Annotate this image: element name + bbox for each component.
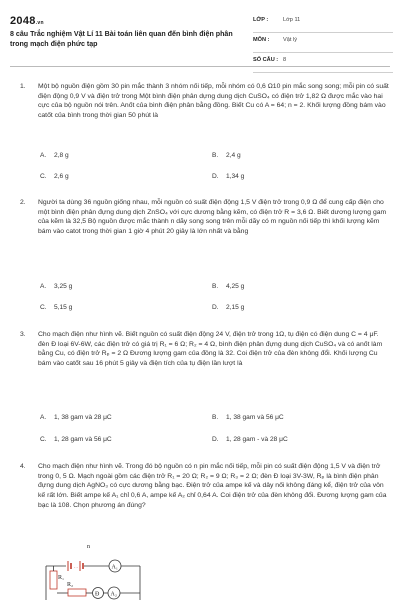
ammeter-a2-label: A₂ — [110, 591, 117, 598]
option-c[interactable] — [40, 173, 69, 182]
battery-icon — [68, 561, 83, 571]
option-value: 1, 28 gam - và 28 μC — [226, 436, 288, 443]
svg-text:- -: - - — [74, 564, 78, 569]
meta-row-subject — [253, 35, 393, 53]
meta-row-class — [253, 15, 393, 33]
option-label: B. — [212, 414, 219, 421]
page-header — [0, 0, 400, 62]
option-b[interactable] — [212, 152, 241, 161]
option-c[interactable] — [40, 304, 72, 313]
logo-suffix: .vn — [35, 20, 44, 26]
option-label: A. — [40, 152, 47, 159]
option-label: A. — [40, 414, 47, 421]
option-b[interactable] — [212, 283, 244, 292]
question-number: 4. — [20, 463, 26, 470]
lamp-label: Đ — [95, 591, 100, 598]
question-number: 1. — [20, 83, 26, 90]
meta-value: Vật lý — [283, 37, 297, 43]
circuit-diagram — [40, 541, 150, 600]
meta-value: Lớp 11 — [283, 17, 301, 23]
resistor-r1-icon — [50, 571, 57, 589]
option-value: 2,8 g — [54, 152, 69, 159]
option-label: A. — [40, 283, 47, 290]
option-label: D. — [212, 304, 219, 311]
option-label: B. — [212, 152, 219, 159]
option-value: 2,4 g — [226, 152, 241, 159]
resistor-r2-label: R₂ — [67, 582, 74, 588]
option-b[interactable] — [212, 414, 284, 423]
option-a[interactable] — [40, 152, 69, 161]
document-title: 8 câu Trắc nghiệm Vật Lí 11 Bài toán liên quan đến bình điện phân trong mạch điện phức tạp — [10, 30, 233, 48]
ammeter-a1-label: A₁ — [111, 564, 118, 571]
question-text: Một bộ nguồn điện gồm 30 pin mắc thành 3 nhóm nối tiếp, mỗi nhóm có 0,6 Ω10 pin mắc song song; mỗi pin có suất điện động 0,9 V và điện trở trong Một bình điện phân dựng dung dịch CuSO₄ có điện trở 1,82 Ω được mắc vào hai cực của bộ nguồn nói trên. Anốt của bình điện phân bằng đồng. Biết Cu có A = 64; n = 2. Khối lượng đồng bám vào catốt của bình trong thời gian 50 phút là — [38, 83, 389, 119]
option-c[interactable] — [40, 436, 112, 445]
site-logo[interactable] — [10, 14, 44, 29]
option-label: C. — [40, 436, 47, 443]
question-number: 3. — [20, 331, 26, 338]
meta-value: 8 — [283, 57, 287, 63]
header-divider — [10, 66, 390, 67]
option-value: 5,15 g — [54, 304, 73, 311]
resistor-r1-label: R₁ — [58, 575, 65, 581]
option-value: 2,6 g — [54, 173, 69, 180]
meta-key: SỐ CÂU : — [253, 57, 279, 63]
resistor-r2-icon — [68, 589, 86, 596]
meta-key: LỚP : — [253, 17, 269, 23]
option-d[interactable] — [212, 304, 244, 313]
question-number: 2. — [20, 199, 26, 206]
logo-text: 2048 — [10, 15, 36, 27]
meta-key: MÔN : — [253, 37, 270, 43]
option-d[interactable] — [212, 436, 288, 445]
meta-row-count — [253, 55, 393, 73]
option-label: C. — [40, 173, 47, 180]
option-value: 1,34 g — [226, 173, 245, 180]
option-value: 1, 28 gam và 56 μC — [54, 436, 112, 443]
option-value: 2,15 g — [226, 304, 245, 311]
option-label: D. — [212, 173, 219, 180]
option-label: B. — [212, 283, 219, 290]
option-a[interactable] — [40, 283, 72, 292]
question-text: Người ta dùng 36 nguồn giống nhau, mỗi nguồn có suất điện động 1,5 V điện trở trong 0,9 Ω để cung cấp điện cho một bình điện phân đựng dung dịch ZnSO₄ với cực dương bằng kẽm, có điện trở R = 3,6 Ω. Biết dương lượng gam của kẽm là 32,5 Bộ nguồn được mắc thành n dãy song song trên mỗi dãy có m nguồn nối tiếp thì khối lượng kẽm bám vào catot trong thời gian 1 giờ 4 phút 20 giây là lớn nhất và bằng — [38, 199, 387, 235]
option-value: 1, 38 gam và 56 μC — [226, 414, 284, 421]
option-a[interactable] — [40, 414, 112, 423]
option-value: 4,25 g — [226, 283, 245, 290]
option-d[interactable] — [212, 173, 244, 182]
label-n: n — [87, 544, 90, 550]
question-text: Cho mạch điện như hình vẽ. Trong đó bộ nguồn có n pin mắc nối tiếp, mỗi pin có suất điện động 1,5 V và điện trở trong 0, 5 Ω. Mạch ngoài gồm các điện trở R₁ = 20 Ω; R₂ = 9 Ω; R₃ = 2 Ω; đèn Đ loại 3V-3W, Rₚ là bình điện phân đựng dung dịch AgNO₃ có cực dương bằng bạc. Điện trở của ampe kế và dây nối không đáng kể, điện trở của vôn kế rất lớn. Biết ampe kế A₁ chỉ 0,6 A, ampe kế A₂ chỉ 0,64 A. Coi điện trở của đèn không đổi. Đương lượng gam của bạc là 108. Chọn phương án đúng? — [38, 463, 387, 509]
option-value: 1, 38 gam và 28 μC — [54, 414, 112, 421]
option-value: 3,25 g — [54, 283, 73, 290]
question-text: Cho mạch điện như hình vẽ. Biết nguồn có suất điện động 24 V, điện trở trong 1Ω, tụ điện có điện dung C = 4 μF. đèn Đ loại 6V-6W, các điện trở có giá trị R₁ = 6 Ω; R₂ = 4 Ω, bình điện phân đựng dung dịch CuSO₄ và có anốt làm bằng Cu, có điện trở Rₚ = 2 Ω Đương lượng gam của đồng là 32. Coi điện trở của đèn không đổi. Khối lượng Cu bám vào catốt sau 16 phút 5 giây và điện tích của tụ điện lần lượt là — [38, 331, 383, 367]
option-label: D. — [212, 436, 219, 443]
option-label: C. — [40, 304, 47, 311]
